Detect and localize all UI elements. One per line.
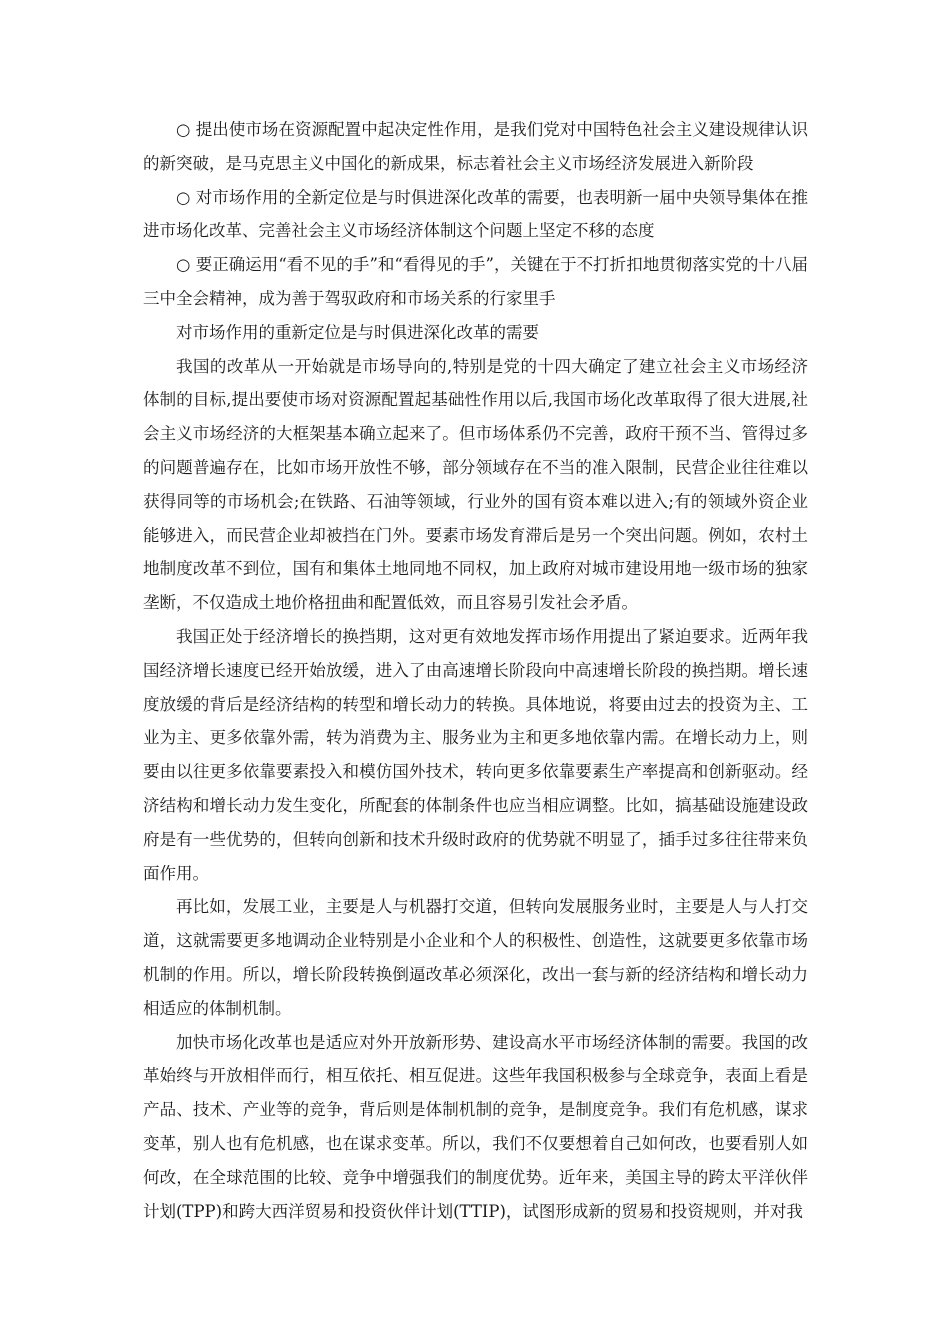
body-paragraph: 再比如，发展工业，主要是人与机器打交道，但转向发展服务业时，主要是人与人打交道，这就需要更多地调动企业特别是小企业和个人的积极性、创造性，这就要更多依靠市场机制的作用。所以，增长阶段转换倒逼改革必须深化，改出一套与新的经济结构和增长动力相适应的体制机制。 [143, 897, 808, 1018]
summary-point: ○ 提出使市场在资源配置中起决定性作用，是我们党对中国特色社会主义建设规律认识的新突破，是马克思主义中国化的新成果，标志着社会主义市场经济发展进入新阶段 [143, 120, 808, 173]
body-paragraph: 我国正处于经济增长的换挡期，这对更有效地发挥市场作用提出了紧迫要求。近两年我国经济增长速度已经开始放缓，进入了由高速增长阶段向中高速增长阶段的换挡期。增长速度放缓的背后是经济结构的转型和增长动力的转换。具体地说，将要由过去的投资为主、工业为主、更多依靠外需，转为消费为主、服务业为主和更多地依靠内需。在增长动力上，则要由以往更多依靠要素投入和模仿国外技术，转向更多依靠要素生产率提高和创新驱动。经济结构和增长动力发生变化，所配套的体制条件也应当相应调整。比如，搞基础设施建设政府是有一些优势的，但转向创新和技术升级时政府的优势就不明显了，插手过多往往带来负面作用。 [143, 626, 808, 883]
section-heading: 对市场作用的重新定位是与时俱进深化改革的需要 [176, 322, 539, 342]
document-page [143, 113, 808, 1228]
summary-point: ○ 要正确运用“看不见的手”和“看得见的手”，关键在于不打折扣地贯彻落实党的十八届三中全会精神，成为善于驾驭政府和市场关系的行家里手 [143, 255, 808, 308]
summary-point: ○ 对市场作用的全新定位是与时俱进深化改革的需要，也表明新一届中央领导集体在推进市场化改革、完善社会主义市场经济体制这个问题上坚定不移的态度 [143, 187, 808, 241]
body-paragraph: 加快市场化改革也是适应对外开放新形势、建设高水平市场经济体制的需要。我国的改革始终与开放相伴而行，相互依托、相互促进。这些年我国积极参与全球竞争，表面上看是产品、技术、产业等的竞争，背后则是体制机制的竞争，是制度竞争。我们有危机感，谋求变革，别人也有危机感，也在谋求变革。所以，我们不仅要想着自己如何改，也要看别人如何改，在全球范围的比较、竞争中增强我们的制度优势。近年来，美国主导的跨太平洋伙伴计划(TPP)和跨大西洋贸易和投资伙伴计划(TTIP)，试图形成新的贸易和投资规则，并对我 [143, 1032, 808, 1221]
body-paragraph: 我国的改革从一开始就是市场导向的,特别是党的十四大确定了建立社会主义市场经济体制的目标,提出要使市场对资源配置起基础性作用以后,我国市场化改革取得了很大进展,社会主义市场经济的大框架基本确立起来了。但市场体系仍不完善，政府干预不当、管得过多的问题普遍存在，比如市场开放性不够，部分领域存在不当的准入限制，民营企业往往难以获得同等的市场机会;在铁路、石油等领域，行业外的国有资本难以进入;有的领域外资企业能够进入，而民营企业却被挡在门外。要素市场发育滞后是另一个突出问题。例如，农村土地制度改革不到位，国有和集体土地同地不同权，加上政府对城市建设用地一级市场的独家垄断，不仅造成土地价格扭曲和配置低效，而且容易引发社会矛盾。 [143, 356, 808, 613]
